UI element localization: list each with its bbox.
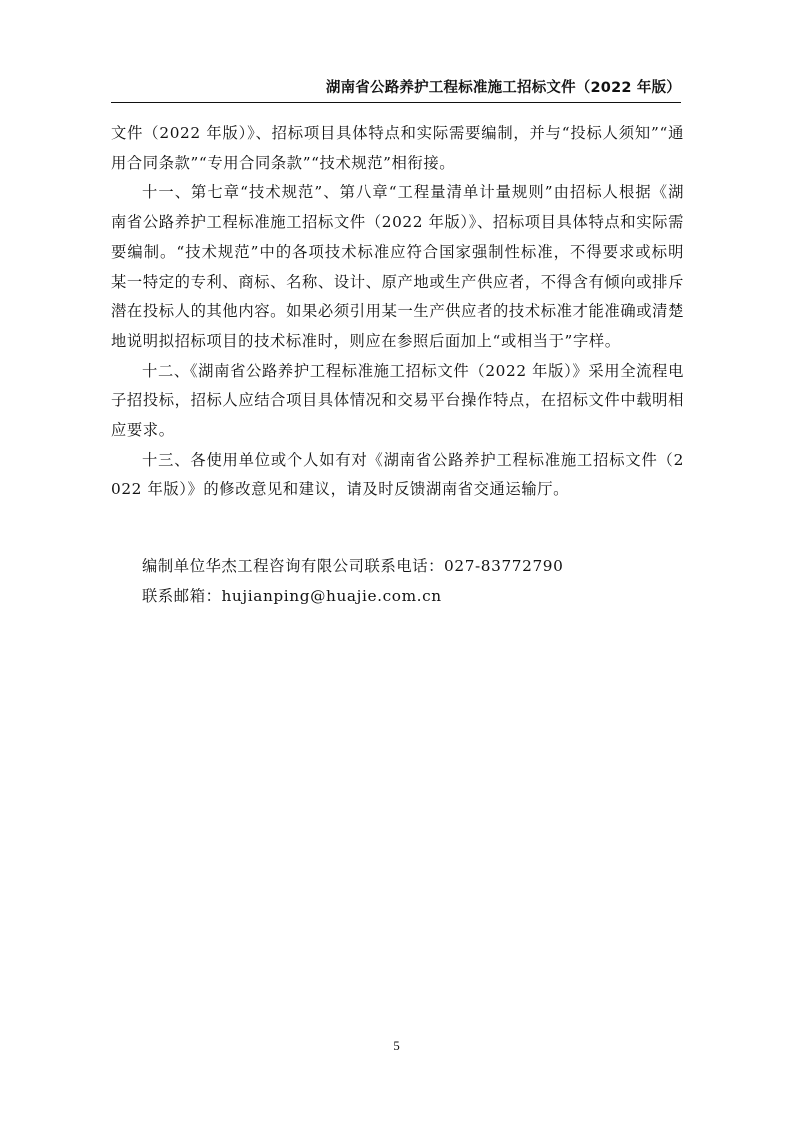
contact-email-line: 联系邮箱：hujianping@huajie.com.cn <box>142 587 442 605</box>
contact-phone-line: 编制单位华杰工程咨询有限公司联系电话：027-83772790 <box>142 557 564 575</box>
paragraph-thirteen: 十三、各使用单位或个人如有对《湖南省公路养护工程标准施工招标文件（2022 年版）》的修改意见和建议，请及时反馈湖南省交通运输厅。 <box>111 450 684 499</box>
document-body <box>111 119 684 505</box>
header-rule <box>111 102 681 103</box>
paragraph-eleven: 十一、第七章“技术规范”、第八章“工程量清单计量规则”由招标人根据《湖南省公路养护工程标准施工招标文件（2022 年版）》、招标项目具体特点和实际需要编制。“技术规范”中的各项技术标准应符合国家强制性标准，不得要求或标明某一特定的专利、商标、名称、设计、原产地或生产供应者，不得含有倾向或排斥潜在投标人的其他内容。如果必须引用某一生产供应者的技术标准才能准确或清楚地说明拟招标项目的技术标准时，则应在参照后面加上“或相当于”字样。 <box>111 183 684 350</box>
paragraph-continuation: 文件（2022 年版）》、招标项目具体特点和实际需要编制，并与“投标人须知”“通用合同条款”“专用合同条款”“技术规范”相衔接。 <box>111 124 684 172</box>
paragraph-twelve: 十二、《湖南省公路养护工程标准施工招标文件（2022 年版）》采用全流程电子招投标，招标人应结合项目具体情况和交易平台操作特点，在招标文件中载明相应要求。 <box>111 361 684 440</box>
page-number: 5 <box>393 1038 400 1053</box>
running-header: 湖南省公路养护工程标准施工招标文件（2022 年版） <box>325 80 681 96</box>
